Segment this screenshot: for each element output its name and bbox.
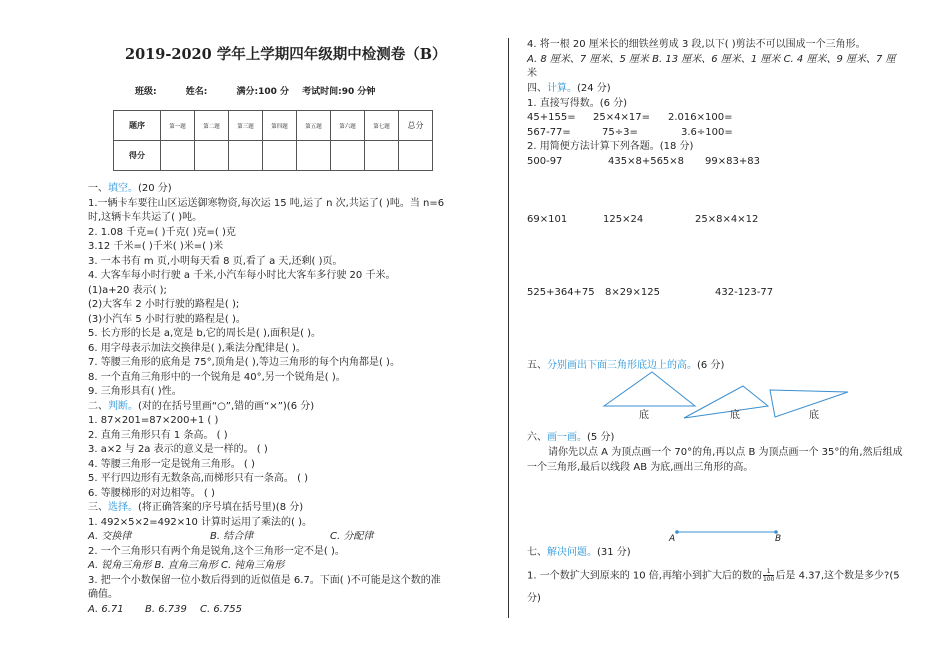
section-5-num: 五、 <box>527 360 547 371</box>
choice-q2-opts: A. 锐角三角形 B. 直角三角形 C. 钝角三角形 <box>88 560 285 571</box>
choice-q3-opt-a: A. 6.71 <box>88 604 124 615</box>
judge-line-6: 6. 等腰梯形的对边相等。 ( ) <box>88 488 215 499</box>
point-b-label: B <box>775 534 782 544</box>
direct-calc-1: 45+155= <box>527 112 576 123</box>
score-col-4: 第四题 <box>263 111 297 141</box>
section-4-title: 计算。 <box>547 83 577 94</box>
fill-line-2: 时,这辆卡车共运了( )吨。 <box>88 212 203 223</box>
judge-line-1: 1. 87×201=87×200+1 ( ) <box>88 415 219 426</box>
fill-line-6: 4. 大客车每小时行驶 a 千米,小汽车每小时比大客车多行驶 20 千米。 <box>88 270 396 281</box>
section-6-heading <box>527 431 614 444</box>
score-row2-label: 得分 <box>114 141 161 171</box>
choice-q3-opt-b: B. 6.739 <box>145 604 187 615</box>
section-2-title: 判断。 <box>108 401 138 412</box>
exam-time: 考试时间:90 分钟 <box>302 87 376 97</box>
section-6-num: 六、 <box>527 432 547 443</box>
judge-line-2: 2. 直角三角形只有 1 条高。 ( ) <box>88 430 228 441</box>
class-label: 班级: <box>135 87 157 97</box>
point-a-dot <box>675 530 679 534</box>
direct-calc-6: 3.6÷100= <box>681 127 733 138</box>
score-col-2: 第二题 <box>195 111 229 141</box>
score-col-1: 第一题 <box>161 111 195 141</box>
direct-calc-5: 75÷3= <box>602 127 638 138</box>
simple-calc-7: 525+364+75 <box>527 287 595 298</box>
choice-q4: 4. 将一根 20 厘米长的细铁丝剪成 3 段,以下( )剪法不可以围成一个三角形。 <box>527 39 866 50</box>
simple-calc-title: 2. 用简便方法计算下列各题。(18 分) <box>527 141 694 152</box>
triangle-2 <box>684 386 768 418</box>
fraction-numerator: 1 <box>763 568 774 576</box>
simple-calc-9: 432-123-77 <box>715 287 774 298</box>
section-5-points: (6 分) <box>697 360 725 371</box>
section-1-num: 一、 <box>88 183 108 194</box>
direct-calc-2: 25×4×17= <box>593 112 650 123</box>
fill-line-14: 9. 三角形具有( )性。 <box>88 386 182 397</box>
simple-calc-2: 435×8+565×8 <box>608 156 685 167</box>
judge-line-5: 5. 平行四边形有无数条高,而梯形只有一条高。 ( ) <box>88 473 309 484</box>
score-row1-label: 题序 <box>114 111 161 141</box>
judge-line-3: 3. a×2 与 2a 表示的意义是一样的。 ( ) <box>88 444 268 455</box>
page-title: 2019-2020 学年上学期四年级期中检测卷（B） <box>125 46 447 63</box>
fraction-one-hundredth <box>763 568 774 583</box>
choice-q1-opt-b: B. 结合律 <box>210 531 254 542</box>
point-a-label: A <box>669 534 676 544</box>
fill-line-12: 7. 等腰三角形的底角是 75°,顶角是( ),等边三角形的每个内角都是( )。 <box>88 357 400 368</box>
simple-calc-4: 69×101 <box>527 214 568 225</box>
section-6-title: 画一画。 <box>547 432 587 443</box>
section-3-points: (将正确答案的序号填在括号里)(8 分) <box>138 502 304 513</box>
fill-line-5: 3. 一本书有 m 页,小明每天看 8 页,看了 a 天,还剩( )页。 <box>88 256 343 267</box>
choice-q4-opts: A. 8 厘米、7 厘米、5 厘米 B. 13 厘米、6 厘米、1 厘米 C. 4 厘米、9 厘米、7 厘 <box>527 54 896 65</box>
score-col-6: 第六题 <box>331 111 365 141</box>
score-col-3: 第三题 <box>229 111 263 141</box>
choice-q3-cont: 确值。 <box>88 589 118 600</box>
section-3-title: 选择。 <box>108 502 138 513</box>
simple-calc-5: 125×24 <box>603 214 644 225</box>
simple-calc-3: 99×83+83 <box>705 156 760 167</box>
section-7-points: (31 分) <box>597 547 631 558</box>
fill-line-3: 2. 1.08 千克=( )千克( )克=( )克 <box>88 227 236 238</box>
section-2-points: (对的在括号里画“○”,错的画“×”)(6 分) <box>138 401 315 412</box>
solve-q1-text-b: 后是 4.37,这个数是多少?(5 <box>775 570 900 582</box>
choice-q4-cont: 米 <box>527 68 537 79</box>
section-4-num: 四、 <box>527 83 547 94</box>
choice-q2: 2. 一个三角形只有两个角是锐角,这个三角形一定不是( )。 <box>88 546 345 557</box>
triangle-1 <box>604 372 695 406</box>
fill-line-11: 6. 用字母表示加法交换律是( ),乘法分配律是( )。 <box>88 343 306 354</box>
triangle-3-base-label: 底 <box>809 410 819 421</box>
full-marks: 满分:100 分 <box>236 87 290 97</box>
draw-instruction-1: 请你先以点 A 为顶点画一个 70°的角,再以点 B 为顶点画一个 35°的角,然后组成 <box>548 447 903 458</box>
fill-line-1: 1.一辆卡车要往山区运送御寒物资,每次运 15 吨,运了 n 次,共运了( )吨。当 n=6 <box>88 198 445 209</box>
direct-calc-title: 1. 直接写得数。(6 分) <box>527 98 628 109</box>
section-7-title: 解决问题。 <box>547 547 597 558</box>
fill-line-8: (2)大客车 2 小时行驶的路程是( ); <box>88 299 240 310</box>
triangle-1-base-label: 底 <box>639 410 649 421</box>
score-col-5: 第五题 <box>297 111 331 141</box>
fill-line-10: 5. 长方形的长是 a,宽是 b,它的周长是( ),面积是( )。 <box>88 328 322 339</box>
solve-q1-cont: 分) <box>527 593 541 604</box>
fill-line-7: (1)a+20 表示( ); <box>88 285 167 296</box>
judge-line-4: 4. 等腰三角形一定是锐角三角形。 ( ) <box>88 459 255 470</box>
solve-q1 <box>527 568 900 583</box>
section-2-num: 二、 <box>88 401 108 412</box>
solve-q1-text-a: 1. 一个数扩大到原来的 10 倍,再缩小到扩大后的数的 <box>527 570 762 582</box>
section-7-num: 七、 <box>527 547 547 558</box>
triangle-2-base-label: 底 <box>730 410 740 421</box>
name-label: 姓名: <box>185 87 208 97</box>
section-5-title: 分别画出下面三角形底边上的高。 <box>547 360 697 371</box>
choice-q3: 3. 把一个小数保留一位小数后得到的近似值是 6.7。下面( )不可能是这个数的准 <box>88 575 441 586</box>
direct-calc-4: 567-77= <box>527 127 571 138</box>
choice-q1: 1. 492×5×2=492×10 计算时运用了乘法的( )。 <box>88 517 313 528</box>
fill-line-4: 3.12 千米=( )千米( )米=( )米 <box>88 241 224 252</box>
simple-calc-6: 25×8×4×12 <box>695 214 759 225</box>
section-1-points: (20 分) <box>138 183 172 194</box>
choice-q1-opt-c: C. 分配律 <box>330 531 374 542</box>
draw-instruction-2: 一个三角形,最后以线段 AB 为底,画出三角形的高。 <box>527 462 754 473</box>
section-7-heading <box>527 546 631 559</box>
section-6-points: (5 分) <box>587 432 615 443</box>
choice-q1-opt-a: A. 交换律 <box>88 531 132 542</box>
section-4-points: (24 分) <box>577 83 611 94</box>
choice-q3-opt-c: C. 6.755 <box>200 604 242 615</box>
fill-line-9: (3)小汽车 5 小时行驶的路程是( )。 <box>88 314 246 325</box>
direct-calc-3: 2.016×100= <box>668 112 733 123</box>
fill-line-13: 8. 一个直角三角形中的一个锐角是 40°,另一个锐角是( )。 <box>88 372 346 383</box>
section-1-title: 填空。 <box>108 183 138 194</box>
fraction-denominator: 100 <box>762 576 775 583</box>
simple-calc-1: 500-97 <box>527 156 563 167</box>
score-total-header: 总分 <box>399 111 433 141</box>
section-3-num: 三、 <box>88 502 108 513</box>
simple-calc-8: 8×29×125 <box>605 287 660 298</box>
score-col-7: 第七题 <box>365 111 399 141</box>
